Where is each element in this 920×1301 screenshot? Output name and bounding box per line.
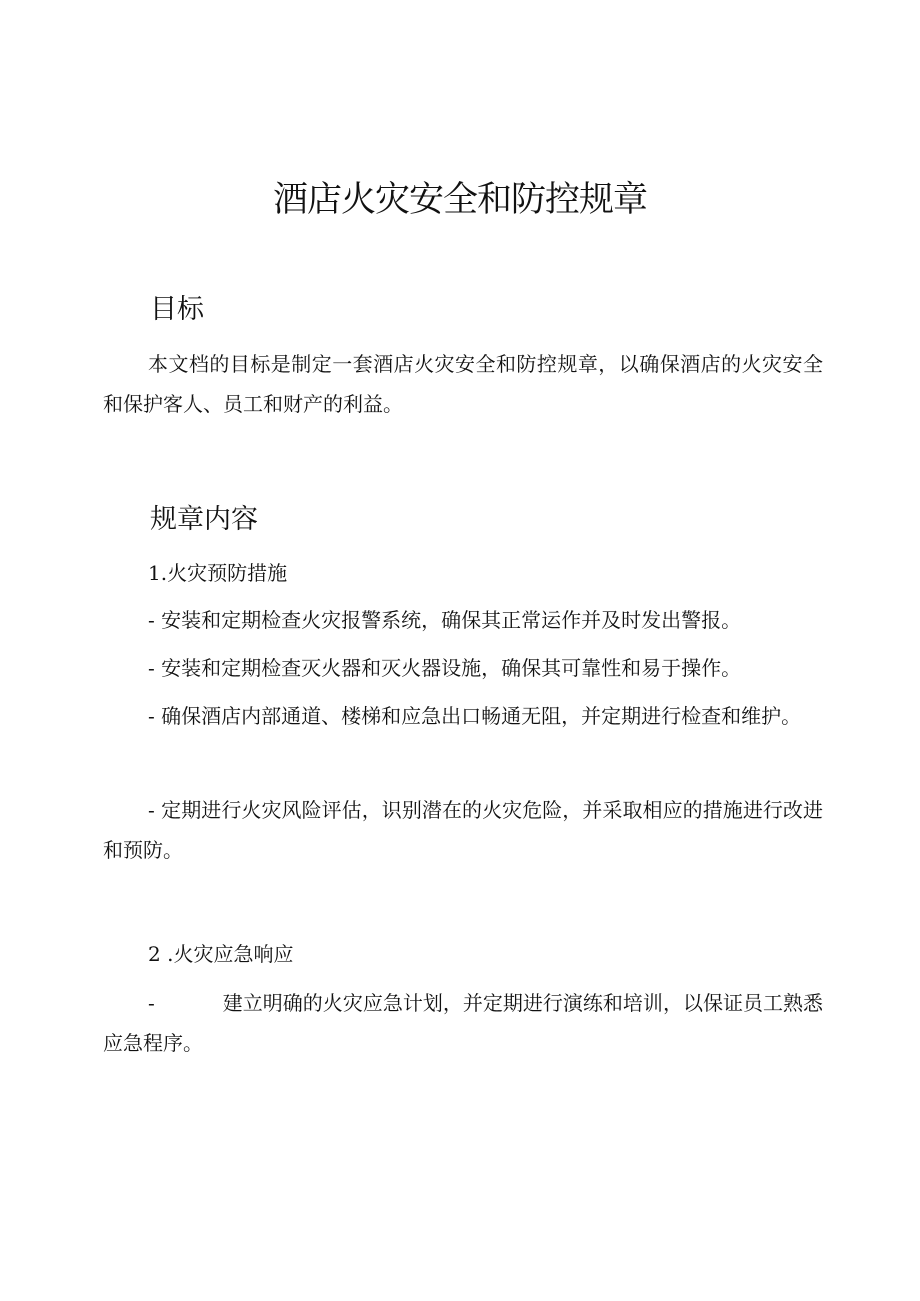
- subsection-title-response: 2 .火灾应急响应: [148, 942, 294, 966]
- prevention-item-3: - 确保酒店内部通道、楼梯和应急出口畅通无阻，并定期进行检查和维护。: [148, 704, 802, 728]
- section-heading-goal: 目标: [150, 294, 204, 325]
- response-item-1-text: 建立明确的火灾应急计划，并定期进行演练和培训，以保证员工熟悉应急程序。: [103, 991, 823, 1055]
- response-item-1-dash: -: [148, 991, 155, 1015]
- document-title: 酒店火灾安全和防控规章: [272, 180, 647, 220]
- goal-paragraph: 本文档的目标是制定一套酒店火灾安全和防控规章，以确保酒店的火灾安全和保护客人、员工和财产的利益。: [103, 352, 823, 416]
- section-heading-rules: 规章内容: [150, 504, 258, 535]
- prevention-item-1: - 安装和定期检查火灾报警系统，确保其正常运作并及时发出警报。: [148, 608, 742, 632]
- subsection-title-prevention: 1.火灾预防措施: [148, 561, 288, 585]
- response-item-1: [103, 983, 823, 1063]
- prevention-item-2: - 安装和定期检查灭火器和灭火器设施，确保其可靠性和易于操作。: [148, 656, 742, 680]
- prevention-item-4: - 定期进行火灾风险评估，识别潜在的火灾危险，并采取相应的措施进行改进和预防。: [103, 798, 823, 862]
